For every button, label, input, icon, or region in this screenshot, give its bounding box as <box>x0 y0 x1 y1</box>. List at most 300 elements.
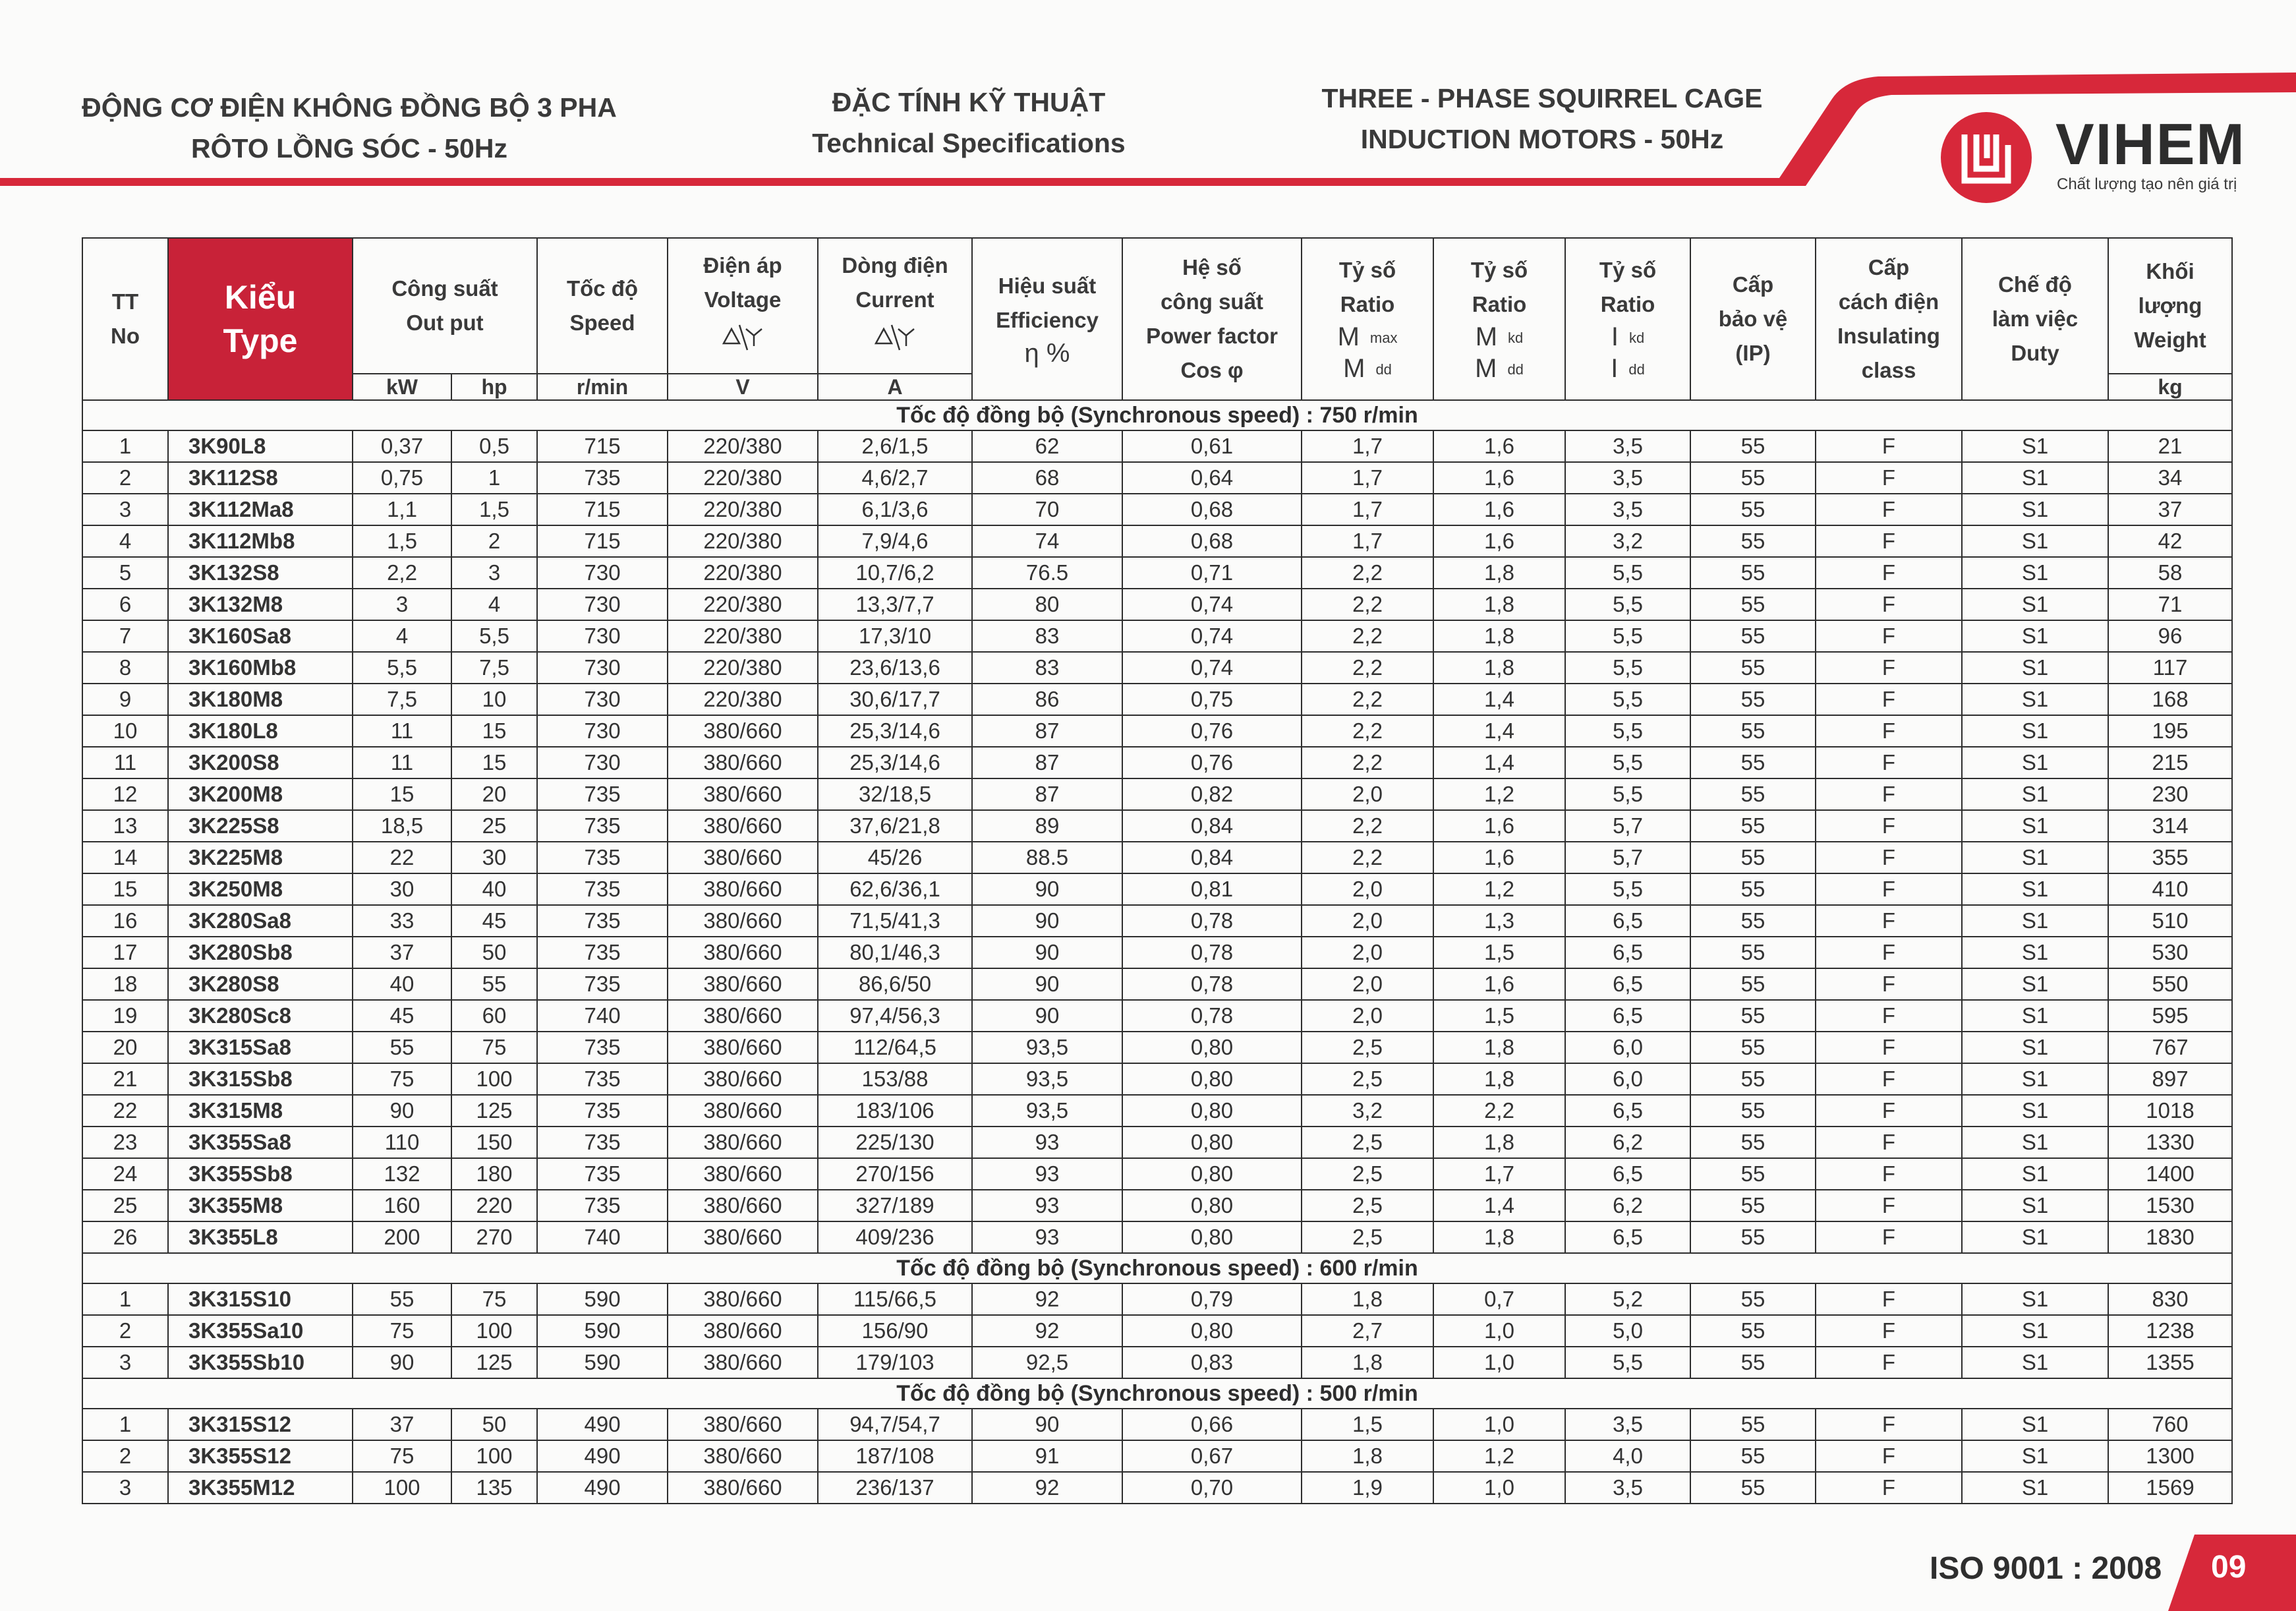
table-row <box>82 430 2232 462</box>
table-cell: 1,6 <box>1433 968 1565 1000</box>
table-cell: F <box>1816 1409 1962 1440</box>
table-cell: 17,3/10 <box>818 620 972 652</box>
table-cell: F <box>1816 905 1962 937</box>
table-cell: 86,6/50 <box>818 968 972 1000</box>
table-cell: 2,5 <box>1302 1032 1433 1063</box>
table-cell: 55 <box>1690 1472 1816 1504</box>
table-cell: 94,7/54,7 <box>818 1409 972 1440</box>
table-cell: 90 <box>972 1000 1122 1032</box>
table-cell: F <box>1816 842 1962 873</box>
table-cell: 590 <box>537 1347 668 1378</box>
table-cell: F <box>1816 1315 1962 1347</box>
table-cell: 9 <box>82 684 168 715</box>
table-cell: 3K280Sc8 <box>168 1000 353 1032</box>
col-pf-en: Power factor <box>1146 324 1278 348</box>
table-cell: 0,37 <box>353 430 451 462</box>
table-cell: S1 <box>1962 684 2108 715</box>
table-cell: F <box>1816 1063 1962 1095</box>
table-cell: 2,5 <box>1302 1127 1433 1158</box>
table-cell: 3K315Sb8 <box>168 1063 353 1095</box>
table-cell: 735 <box>537 937 668 968</box>
table-row <box>82 525 2232 557</box>
table-cell: 236/137 <box>818 1472 972 1504</box>
table-cell: 1,8 <box>1433 652 1565 684</box>
ratio-mmax-title-en: Ratio <box>1340 291 1395 316</box>
table-cell: 5,5 <box>1565 620 1690 652</box>
table-cell: 3 <box>82 1472 168 1504</box>
col-duty-3: Duty <box>2011 341 2059 365</box>
table-cell: 55 <box>1690 1158 1816 1190</box>
table-cell: 100 <box>353 1472 451 1504</box>
table-cell: 55 <box>1690 1000 1816 1032</box>
table-cell: 590 <box>537 1315 668 1347</box>
table-cell: 220/380 <box>668 462 818 494</box>
table-cell: 1,6 <box>1433 810 1565 842</box>
table-cell: 1,5 <box>451 494 537 525</box>
table-cell: 112/64,5 <box>818 1032 972 1063</box>
table-cell: 25,3/14,6 <box>818 715 972 747</box>
table-cell: 730 <box>537 652 668 684</box>
table-cell: F <box>1816 684 1962 715</box>
col-power-vn: Công suất <box>391 276 498 301</box>
table-cell: 490 <box>537 1440 668 1472</box>
table-cell: 18 <box>82 968 168 1000</box>
table-cell: 3K355Sa8 <box>168 1127 353 1158</box>
table-cell: 17 <box>82 937 168 968</box>
table-cell: 6,0 <box>1565 1063 1690 1095</box>
table-cell: S1 <box>1962 1315 2108 1347</box>
table-cell: 7 <box>82 620 168 652</box>
table-cell: 220/380 <box>668 652 818 684</box>
col-no-vn: TT <box>111 289 139 314</box>
table-cell: 230 <box>2108 778 2232 810</box>
iso-certification: ISO 9001 : 2008 <box>1930 1551 2162 1586</box>
table-cell: 11 <box>353 747 451 778</box>
table-cell: 715 <box>537 430 668 462</box>
table-cell: 0,67 <box>1122 1440 1302 1472</box>
table-cell: 26 <box>82 1221 168 1253</box>
col-header-ratio-ikd <box>1565 238 1690 400</box>
table-cell: 2,0 <box>1302 1000 1433 1032</box>
table-cell: 380/660 <box>668 810 818 842</box>
logo-emblem-icon <box>1941 112 2032 203</box>
table-cell: 15 <box>353 778 451 810</box>
table-cell: 1,8 <box>1433 1221 1565 1253</box>
table-cell: 55 <box>451 968 537 1000</box>
table-cell: 90 <box>972 968 1122 1000</box>
table-cell: 62 <box>972 430 1122 462</box>
table-cell: 1238 <box>2108 1315 2232 1347</box>
table-cell: 3K355S12 <box>168 1440 353 1472</box>
table-cell: 490 <box>537 1472 668 1504</box>
table-cell: F <box>1816 1095 1962 1127</box>
table-cell: 0,68 <box>1122 494 1302 525</box>
table-cell: 90 <box>353 1095 451 1127</box>
table-row <box>82 937 2232 968</box>
table-cell: 93,5 <box>972 1032 1122 1063</box>
table-cell: 0,74 <box>1122 652 1302 684</box>
table-cell: 5,5 <box>1565 715 1690 747</box>
table-cell: 2,5 <box>1302 1221 1433 1253</box>
table-cell: 380/660 <box>668 968 818 1000</box>
table-cell: 15 <box>82 873 168 905</box>
table-cell: 55 <box>1690 1063 1816 1095</box>
table-cell: 55 <box>1690 494 1816 525</box>
table-cell: 80 <box>972 589 1122 620</box>
header-spec-line-1: ĐẶC TÍNH KỸ THUẬT <box>832 87 1106 117</box>
col-pf-vn-2: công suất <box>1161 289 1263 314</box>
table-cell: 132 <box>353 1158 451 1190</box>
table-row <box>82 684 2232 715</box>
table-row <box>82 842 2232 873</box>
table-cell: 550 <box>2108 968 2232 1000</box>
table-cell: F <box>1816 937 1962 968</box>
table-cell: 83 <box>972 620 1122 652</box>
table-cell: 1,2 <box>1433 778 1565 810</box>
table-cell: 93 <box>972 1127 1122 1158</box>
table-cell: 730 <box>537 684 668 715</box>
unit-speed: r/min <box>537 374 668 400</box>
table-cell: 220/380 <box>668 494 818 525</box>
table-cell: S1 <box>1962 620 2108 652</box>
table-cell: 735 <box>537 1095 668 1127</box>
table-cell: 0,80 <box>1122 1095 1302 1127</box>
table-cell: 1,8 <box>1433 1127 1565 1158</box>
table-cell: 55 <box>1690 589 1816 620</box>
table-cell: 1,7 <box>1302 525 1433 557</box>
table-cell: 1400 <box>2108 1158 2232 1190</box>
table-cell: 0,83 <box>1122 1347 1302 1378</box>
col-header-ip <box>1690 238 1816 400</box>
table-cell: 380/660 <box>668 1063 818 1095</box>
table-cell: S1 <box>1962 1095 2108 1127</box>
table-row <box>82 968 2232 1000</box>
table-cell: 2,2 <box>1302 842 1433 873</box>
table-cell: 3 <box>82 1347 168 1378</box>
table-cell: 735 <box>537 1127 668 1158</box>
table-cell: 530 <box>2108 937 2232 968</box>
table-row <box>82 1283 2232 1315</box>
table-cell: 730 <box>537 557 668 589</box>
table-cell: 3 <box>82 494 168 525</box>
table-cell: 55 <box>1690 1283 1816 1315</box>
col-no-en: No <box>111 324 140 348</box>
table-cell: 7,5 <box>353 684 451 715</box>
table-cell: 3K132M8 <box>168 589 353 620</box>
table-cell: 715 <box>537 494 668 525</box>
table-cell: 40 <box>353 968 451 1000</box>
table-cell: 3K200M8 <box>168 778 353 810</box>
table-cell: 0,80 <box>1122 1127 1302 1158</box>
table-cell: 10 <box>82 715 168 747</box>
header-title-vietnamese <box>72 87 626 169</box>
table-cell: S1 <box>1962 1190 2108 1221</box>
col-header-no <box>82 238 168 400</box>
table-cell: F <box>1816 1221 1962 1253</box>
table-cell: 1,7 <box>1302 462 1433 494</box>
table-cell: 55 <box>1690 937 1816 968</box>
table-cell: 3K355Sb8 <box>168 1158 353 1190</box>
table-cell: 1,2 <box>1433 873 1565 905</box>
table-cell: 2,2 <box>1302 684 1433 715</box>
table-cell: 45 <box>451 905 537 937</box>
table-cell: 1569 <box>2108 1472 2232 1504</box>
table-cell: 0,80 <box>1122 1063 1302 1095</box>
table-cell: 7,9/4,6 <box>818 525 972 557</box>
table-cell: 92,5 <box>972 1347 1122 1378</box>
table-cell: 55 <box>1690 1315 1816 1347</box>
table-cell: 380/660 <box>668 1127 818 1158</box>
logo-brand-name: VIHEM <box>2055 111 2246 177</box>
table-cell: 0,61 <box>1122 430 1302 462</box>
table-cell: S1 <box>1962 968 2108 1000</box>
vihem-logo <box>1934 104 2290 203</box>
table-cell: F <box>1816 1347 1962 1378</box>
col-pf-vn-1: Hệ số <box>1182 255 1242 279</box>
table-cell: 3K315M8 <box>168 1095 353 1127</box>
table-cell: 2,7 <box>1302 1315 1433 1347</box>
col-ins-4: class <box>1861 358 1916 382</box>
table-cell: 150 <box>451 1127 537 1158</box>
table-cell: 380/660 <box>668 1190 818 1221</box>
table-cell: 2,2 <box>1302 652 1433 684</box>
col-header-type <box>168 238 353 400</box>
table-cell: 0,78 <box>1122 1000 1302 1032</box>
table-cell: 100 <box>451 1440 537 1472</box>
table-cell: 380/660 <box>668 905 818 937</box>
table-cell: 100 <box>451 1315 537 1347</box>
technical-specifications-table <box>82 237 2233 1504</box>
table-cell: 2,2 <box>1302 620 1433 652</box>
table-cell: 23 <box>82 1127 168 1158</box>
table-cell: 2 <box>82 462 168 494</box>
table-cell: 5,7 <box>1565 842 1690 873</box>
table-cell: 380/660 <box>668 1095 818 1127</box>
table-cell: 160 <box>353 1190 451 1221</box>
table-cell: 90 <box>972 905 1122 937</box>
table-cell: 409/236 <box>818 1221 972 1253</box>
table-cell: 6,2 <box>1565 1127 1690 1158</box>
table-cell: 3K132S8 <box>168 557 353 589</box>
table-cell: F <box>1816 1127 1962 1158</box>
table-cell: 2,0 <box>1302 778 1433 810</box>
table-cell: 740 <box>537 1000 668 1032</box>
table-row <box>82 1158 2232 1190</box>
table-cell: 117 <box>2108 652 2232 684</box>
table-cell: 100 <box>451 1063 537 1095</box>
table-cell: 93 <box>972 1221 1122 1253</box>
table-cell: 380/660 <box>668 1283 818 1315</box>
table-cell: 3K315S12 <box>168 1409 353 1440</box>
table-cell: 37 <box>353 937 451 968</box>
table-cell: 2,5 <box>1302 1190 1433 1221</box>
table-cell: S1 <box>1962 873 2108 905</box>
table-cell: S1 <box>1962 1283 2108 1315</box>
table-cell: 1,8 <box>1302 1347 1433 1378</box>
table-row <box>82 1315 2232 1347</box>
table-cell: 1,8 <box>1302 1283 1433 1315</box>
table-cell: 380/660 <box>668 1000 818 1032</box>
table-cell: 2 <box>451 525 537 557</box>
col-header-current <box>818 238 972 374</box>
table-cell: 380/660 <box>668 747 818 778</box>
table-cell: 55 <box>1690 1032 1816 1063</box>
table-cell: 180 <box>451 1158 537 1190</box>
col-header-power-factor <box>1122 238 1302 400</box>
table-cell: 2 <box>82 1440 168 1472</box>
ratio-mmax-numerator: Mmax <box>1337 322 1398 351</box>
table-cell: 74 <box>972 525 1122 557</box>
table-cell: 0,80 <box>1122 1158 1302 1190</box>
table-cell: 730 <box>537 715 668 747</box>
table-cell: 380/660 <box>668 1315 818 1347</box>
table-cell: 6,5 <box>1565 1158 1690 1190</box>
header-vn-line-1: ĐỘNG CƠ ĐIỆN KHÔNG ĐỒNG BỘ 3 PHA <box>82 92 617 123</box>
table-cell: 34 <box>2108 462 2232 494</box>
table-cell: 380/660 <box>668 715 818 747</box>
table-cell: 3K112Mb8 <box>168 525 353 557</box>
table-cell: 270 <box>451 1221 537 1253</box>
table-cell: S1 <box>1962 747 2108 778</box>
col-speed-vn: Tốc độ <box>566 276 639 301</box>
table-cell: 1 <box>82 1409 168 1440</box>
table-cell: 220/380 <box>668 557 818 589</box>
table-cell: 3K225S8 <box>168 810 353 842</box>
table-cell: 3K160Mb8 <box>168 652 353 684</box>
table-cell: 740 <box>537 1221 668 1253</box>
table-cell: 1,8 <box>1433 589 1565 620</box>
table-cell: 90 <box>972 937 1122 968</box>
table-cell: 5,5 <box>1565 1347 1690 1378</box>
ratio-mmax-title-vn: Tỷ số <box>1338 257 1396 282</box>
table-cell: 13,3/7,7 <box>818 589 972 620</box>
table-cell: 730 <box>537 589 668 620</box>
col-weight-1: Khối <box>2146 259 2195 283</box>
table-cell: 3K180L8 <box>168 715 353 747</box>
table-cell: F <box>1816 525 1962 557</box>
table-cell: 55 <box>1690 1190 1816 1221</box>
table-cell: 5,2 <box>1565 1283 1690 1315</box>
table-cell: 3K250M8 <box>168 873 353 905</box>
section-header-row <box>82 400 2232 430</box>
table-cell: S1 <box>1962 937 2108 968</box>
table-cell: 96 <box>2108 620 2232 652</box>
table-cell: 14 <box>82 842 168 873</box>
table-cell: 55 <box>1690 525 1816 557</box>
table-cell: 2 <box>82 1315 168 1347</box>
table-cell: 0,78 <box>1122 937 1302 968</box>
table-cell: 1,6 <box>1433 842 1565 873</box>
table-cell: 0,84 <box>1122 842 1302 873</box>
table-cell: S1 <box>1962 778 2108 810</box>
table-cell: 2,0 <box>1302 968 1433 1000</box>
table-cell: 3K315Sa8 <box>168 1032 353 1063</box>
table-cell: 1,4 <box>1433 1190 1565 1221</box>
table-cell: 5,5 <box>451 620 537 652</box>
table-cell: 2,0 <box>1302 873 1433 905</box>
table-cell: 55 <box>1690 430 1816 462</box>
table-cell: 4,6/2,7 <box>818 462 972 494</box>
table-cell: 2,2 <box>1302 589 1433 620</box>
table-cell: 1,5 <box>1302 1409 1433 1440</box>
table-cell: 6,5 <box>1565 968 1690 1000</box>
table-cell: 21 <box>2108 430 2232 462</box>
table-cell: S1 <box>1962 715 2108 747</box>
table-cell: 75 <box>353 1063 451 1095</box>
table-cell: 37 <box>2108 494 2232 525</box>
table-cell: 55 <box>1690 873 1816 905</box>
table-cell: 125 <box>451 1347 537 1378</box>
col-header-voltage <box>668 238 818 374</box>
table-cell: 5 <box>82 557 168 589</box>
table-cell: 21 <box>82 1063 168 1095</box>
table-cell: 45/26 <box>818 842 972 873</box>
table-cell: 55 <box>1690 1347 1816 1378</box>
table-cell: 2,0 <box>1302 937 1433 968</box>
col-header-ratio-mkd <box>1433 238 1565 400</box>
table-row <box>82 494 2232 525</box>
table-cell: 1,2 <box>1433 1440 1565 1472</box>
table-cell: 37,6/21,8 <box>818 810 972 842</box>
table-cell: 3,2 <box>1302 1095 1433 1127</box>
table-cell: 5,0 <box>1565 1315 1690 1347</box>
table-cell: 225/130 <box>818 1127 972 1158</box>
table-cell: 92 <box>972 1472 1122 1504</box>
table-cell: 60 <box>451 1000 537 1032</box>
col-ins-3: Insulating <box>1837 324 1940 348</box>
table-cell: 68 <box>972 462 1122 494</box>
table-cell: 5,5 <box>1565 873 1690 905</box>
table-cell: 0,80 <box>1122 1221 1302 1253</box>
table-cell: 156/90 <box>818 1315 972 1347</box>
table-cell: S1 <box>1962 652 2108 684</box>
table-cell: 380/660 <box>668 873 818 905</box>
table-cell: 1,4 <box>1433 747 1565 778</box>
table-cell: 22 <box>353 842 451 873</box>
section-title: Tốc độ đồng bộ (Synchronous speed) : 500 r/min <box>82 1378 2232 1409</box>
table-cell: 70 <box>972 494 1122 525</box>
table-cell: 55 <box>1690 652 1816 684</box>
table-cell: 1 <box>82 430 168 462</box>
table-cell: 1,8 <box>1433 620 1565 652</box>
table-cell: 735 <box>537 905 668 937</box>
table-cell: S1 <box>1962 1347 2108 1378</box>
table-cell: 5,5 <box>353 652 451 684</box>
table-cell: 32/18,5 <box>818 778 972 810</box>
table-cell: 87 <box>972 747 1122 778</box>
table-cell: 2,2 <box>353 557 451 589</box>
table-cell: 735 <box>537 810 668 842</box>
col-type-en: Type <box>223 322 298 359</box>
table-cell: 3K280Sb8 <box>168 937 353 968</box>
table-cell: F <box>1816 1158 1962 1190</box>
table-cell: 22 <box>82 1095 168 1127</box>
table-cell: F <box>1816 494 1962 525</box>
section-header-row <box>82 1253 2232 1283</box>
table-cell: 1,5 <box>1433 937 1565 968</box>
table-cell: 314 <box>2108 810 2232 842</box>
table-cell: 1,4 <box>1433 684 1565 715</box>
table-cell: 55 <box>1690 462 1816 494</box>
table-cell: S1 <box>1962 1158 2108 1190</box>
table-cell: 200 <box>353 1221 451 1253</box>
table-cell: 735 <box>537 1063 668 1095</box>
section-header-row <box>82 1378 2232 1409</box>
table-cell: F <box>1816 1000 1962 1032</box>
table-cell: 1,6 <box>1433 494 1565 525</box>
table-cell: 735 <box>537 778 668 810</box>
table-cell: 220 <box>451 1190 537 1221</box>
